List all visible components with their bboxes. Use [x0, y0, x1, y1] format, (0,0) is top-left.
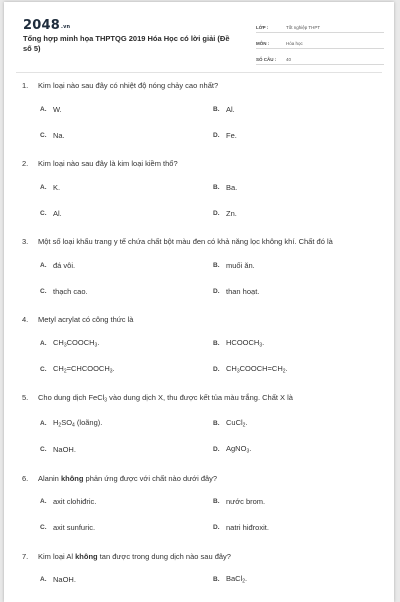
- option-text: [226, 338, 264, 349]
- answer-option[interactable]: [213, 567, 373, 593]
- stem-part: tan được trong dung dịch nào sau đây?: [97, 551, 231, 561]
- formula-part: CuCl: [226, 418, 243, 428]
- logo-domain: .vn: [60, 24, 71, 30]
- answer-option[interactable]: [213, 515, 373, 541]
- meta-value: Hóa học: [286, 41, 303, 46]
- subscript: 2: [282, 368, 286, 375]
- meta-label: MÔN :: [256, 41, 270, 46]
- answer-options: [4, 252, 394, 304]
- formula-part: .: [285, 363, 288, 373]
- answer-option[interactable]: [40, 411, 213, 437]
- option-letter: B.: [213, 420, 220, 427]
- subscript: 2: [242, 578, 246, 585]
- answer-option[interactable]: [40, 174, 213, 200]
- answer-option[interactable]: [40, 96, 213, 122]
- question-text: [4, 158, 394, 170]
- option-letter: A.: [40, 261, 47, 269]
- option-letter: D.: [213, 131, 220, 139]
- option-letter: C.: [40, 209, 47, 217]
- answer-options: [4, 96, 394, 148]
- option-letter: A.: [40, 183, 47, 191]
- answer-option[interactable]: [213, 330, 373, 356]
- formula-part: AgNO: [226, 444, 247, 454]
- option-text: W.: [53, 104, 62, 114]
- answer-option[interactable]: [40, 200, 213, 226]
- formula-part: .: [245, 574, 248, 584]
- answer-option[interactable]: [40, 515, 213, 541]
- document-page: [4, 2, 394, 602]
- option-letter: D.: [213, 209, 220, 217]
- question-text: [4, 314, 394, 326]
- option-text: Al.: [53, 208, 62, 218]
- question-text: [4, 551, 394, 563]
- subscript: 3: [259, 342, 263, 349]
- meta-row-class: [256, 18, 384, 33]
- subscript: 3: [109, 368, 113, 375]
- option-text: [53, 364, 115, 375]
- option-text: đá vôi.: [53, 260, 76, 270]
- option-letter: A.: [40, 420, 47, 427]
- answer-options: [4, 174, 394, 226]
- meta-value: Tốt nghiệp THPT: [286, 25, 321, 30]
- meta-label: LỚP :: [256, 25, 269, 30]
- document-header: [4, 2, 394, 72]
- formula-part: H: [53, 418, 59, 428]
- option-text: [226, 364, 288, 375]
- question-number: 2.: [22, 159, 29, 168]
- subscript: 2: [63, 368, 67, 375]
- question-number: 1.: [22, 81, 29, 90]
- meta-row-subject: [256, 34, 384, 49]
- question-item: [4, 158, 394, 226]
- question-item: [4, 551, 394, 593]
- answer-options: [4, 567, 394, 593]
- option-letter: B.: [213, 498, 220, 505]
- logo-text: 2048: [23, 18, 60, 33]
- option-text: [226, 418, 248, 429]
- option-letter: D.: [213, 365, 220, 373]
- answer-options: [4, 330, 394, 382]
- answer-option[interactable]: [40, 122, 213, 148]
- formula-part: .: [245, 418, 248, 428]
- answer-option[interactable]: [40, 437, 213, 463]
- formula-part: CH: [226, 363, 237, 373]
- formula-part: .: [249, 444, 252, 454]
- stem-part: Kim loại Al: [38, 551, 76, 561]
- option-letter: A.: [40, 576, 47, 583]
- stem-part: Alanin: [38, 473, 61, 483]
- answer-option[interactable]: [213, 278, 373, 304]
- formula-part: .: [262, 337, 265, 347]
- question-stem: Một số loại khẩu trang y tế chứa chất bột màu đen có khả năng lọc không khí. Chất đó là: [38, 237, 333, 246]
- question-number: 3.: [22, 237, 29, 246]
- question-stem: [38, 473, 380, 485]
- emphasis: không: [75, 551, 98, 561]
- option-letter: B.: [213, 183, 220, 191]
- question-stem: [38, 392, 380, 407]
- option-letter: C.: [40, 131, 47, 139]
- answer-option[interactable]: [40, 330, 213, 356]
- subscript: 3: [63, 342, 67, 349]
- question-stem: [38, 551, 380, 563]
- formula-part: HCOOCH: [226, 337, 260, 347]
- formula-part: =CHCOOCH: [66, 363, 110, 373]
- option-text: than hoạt.: [226, 286, 260, 296]
- option-text: K.: [53, 182, 61, 192]
- answer-option[interactable]: [40, 356, 213, 382]
- option-text: [226, 574, 247, 585]
- answer-option[interactable]: [213, 96, 373, 122]
- answer-option[interactable]: [40, 567, 213, 593]
- question-text: [4, 80, 394, 92]
- formula-part: SO: [61, 418, 73, 428]
- question-stem: Metyl acrylat có công thức là: [38, 315, 134, 324]
- question-item: [4, 236, 394, 304]
- option-letter: D.: [213, 287, 220, 295]
- question-item: [4, 80, 394, 148]
- option-text: Ba.: [226, 182, 238, 192]
- subscript: 4: [72, 422, 75, 429]
- option-text: muối ăn.: [226, 260, 255, 270]
- option-letter: C.: [40, 287, 47, 295]
- meta-row-count: [256, 50, 384, 65]
- question-number: 5.: [22, 393, 29, 402]
- answer-option[interactable]: [40, 278, 213, 304]
- formula-part: COOCH: [66, 337, 95, 347]
- header-divider: [16, 72, 382, 73]
- option-letter: B.: [213, 261, 220, 269]
- option-letter: B.: [213, 339, 220, 347]
- formula-part: (loãng).: [74, 418, 103, 428]
- option-text: Na.: [53, 130, 65, 140]
- question-text: [4, 236, 394, 248]
- question-stem: Kim loại nào sau đây có nhiệt độ nóng chảy cao nhất?: [38, 81, 219, 90]
- subscript: 3: [104, 397, 108, 404]
- question-number: 7.: [22, 551, 29, 561]
- formula-part: NaOH.: [53, 575, 76, 584]
- emphasis: không: [60, 473, 84, 483]
- option-letter: A.: [40, 498, 47, 505]
- answer-option[interactable]: [213, 489, 373, 515]
- option-text: axit clohiđric.: [53, 497, 97, 506]
- option-text: [53, 338, 99, 349]
- answer-option[interactable]: [213, 437, 373, 463]
- option-text: axit sunfuric.: [53, 523, 96, 532]
- meta-label: SỐ CÂU :: [256, 57, 277, 62]
- option-text: Zn.: [226, 208, 237, 218]
- option-letter: C.: [40, 365, 47, 373]
- stem-part: vào dung dịch X, thu được kết tủa màu trắng. Chất X là: [107, 393, 293, 402]
- question-stem: Kim loại nào sau đây là kim loại kiềm thổ?: [38, 159, 178, 168]
- option-letter: B.: [213, 105, 220, 113]
- answer-option[interactable]: [213, 252, 373, 278]
- answer-option[interactable]: [213, 356, 373, 382]
- option-letter: A.: [40, 105, 47, 113]
- question-list: [4, 80, 394, 602]
- site-logo[interactable]: [23, 18, 70, 33]
- document-meta: [256, 18, 384, 66]
- answer-option[interactable]: [213, 174, 373, 200]
- question-number: 6.: [22, 473, 29, 483]
- question-item: [4, 314, 394, 382]
- question-text: [4, 473, 394, 485]
- option-text: [226, 444, 251, 455]
- option-text: [53, 575, 76, 584]
- formula-part: .: [112, 363, 115, 373]
- option-text: NaOH.: [53, 445, 76, 454]
- option-text: nước brom.: [226, 497, 266, 506]
- formula-part: BaCl: [226, 574, 243, 584]
- question-number: 4.: [22, 315, 29, 324]
- option-letter: D.: [213, 524, 220, 531]
- answer-options: [4, 489, 394, 541]
- option-text: natri hiđroxit.: [226, 523, 269, 532]
- question-item: [4, 473, 394, 541]
- option-letter: A.: [40, 339, 47, 347]
- answer-option[interactable]: [213, 411, 373, 437]
- document-title: Tổng hợp minh họa THPTQG 2019 Hóa Học có lời giải (Đề số 5): [23, 34, 230, 53]
- option-text: thạch cao.: [53, 286, 88, 296]
- formula-part: .: [97, 337, 100, 347]
- option-letter: D.: [213, 446, 220, 453]
- answer-option[interactable]: [40, 489, 213, 515]
- option-letter: C.: [40, 446, 47, 453]
- answer-option[interactable]: [213, 122, 373, 148]
- option-letter: C.: [40, 524, 47, 531]
- option-text: Al.: [226, 104, 235, 114]
- question-item: [4, 392, 394, 463]
- option-text: [53, 418, 102, 429]
- subscript: 3: [236, 368, 240, 375]
- meta-value: 40: [286, 57, 292, 62]
- question-text: [4, 392, 394, 407]
- stem-part: phản ứng được với chất nào dưới đây?: [83, 473, 218, 483]
- subscript: 3: [94, 342, 98, 349]
- stem-part: Cho dung dịch FeCl: [38, 393, 105, 402]
- formula-part: CH: [53, 363, 64, 373]
- option-letter: B.: [213, 576, 220, 583]
- formula-part: COOCH=CH: [239, 363, 283, 373]
- formula-part: CH: [53, 337, 64, 347]
- answer-option[interactable]: [213, 200, 373, 226]
- answer-options: [4, 411, 394, 463]
- subscript: 2: [242, 422, 246, 429]
- answer-option[interactable]: [40, 252, 213, 278]
- subscript: 3: [246, 448, 250, 455]
- subscript: 2: [58, 422, 62, 429]
- option-text: Fe.: [226, 130, 237, 140]
